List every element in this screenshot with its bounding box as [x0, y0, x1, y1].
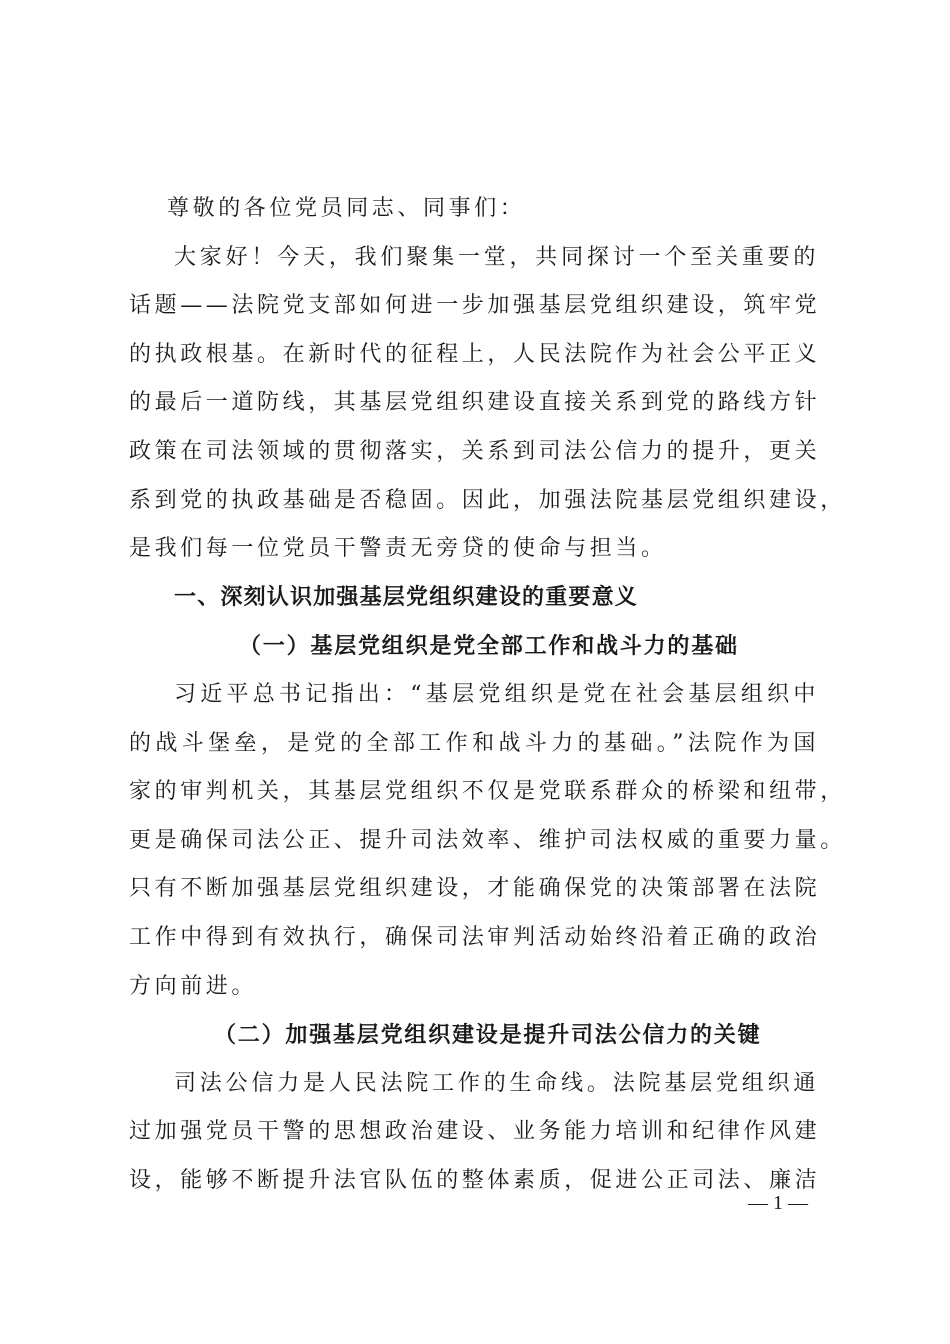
document-body: [129, 185, 846, 1205]
paragraph-line: 更是确保司法公正、提升司法效率、维护司法权威的重要力量。: [129, 827, 846, 853]
paragraph-line: 过加强党员干警的思想政治建设、业务能力培训和纪律作风建: [129, 1119, 821, 1145]
subsection-heading: （一）基层党组织是党全部工作和战斗力的基础: [239, 633, 739, 660]
paragraph-line: 政策在司法领域的贯彻落实，关系到司法公信力的提升，更关: [129, 438, 821, 464]
paragraph-line: 工作中得到有效执行，确保司法审判活动始终沿着正确的政治: [129, 924, 821, 950]
paragraph-line: 的执政根基。在新时代的征程上，人民法院作为社会公平正义: [129, 341, 821, 367]
paragraph-credibility: [129, 1060, 819, 1206]
paragraph-line: 司法公信力是人民法院工作的生命线。法院基层党组织通: [174, 1070, 819, 1096]
subsection-heading: （二）加强基层党组织建设是提升司法公信力的关键: [214, 1022, 762, 1049]
paragraph-opening: [129, 234, 846, 574]
paragraph-line: 大家好！今天，我们聚集一堂，共同探讨一个至关重要的: [174, 244, 819, 270]
paragraph-line: 家的审判机关，其基层党组织不仅是党联系群众的桥梁和纽带，: [129, 779, 846, 805]
section-heading: 一、深刻认识加强基层党组织建设的重要意义: [174, 584, 639, 610]
paragraph-foundation: [129, 671, 846, 1011]
paragraph-line: 的战斗堡垒，是党的全部工作和战斗力的基础。”法院作为国: [129, 730, 819, 756]
paragraph-line: 话题——法院党支部如何进一步加强基层党组织建设，筑牢党: [129, 293, 821, 319]
salutation: 尊敬的各位党员同志、同事们：: [167, 196, 526, 221]
paragraph-line: 只有不断加强基层党组织建设，才能确保党的决策部署在法院: [129, 876, 821, 902]
paragraph-line: 系到党的执政基础是否稳固。因此，加强法院基层党组织建设，: [129, 487, 846, 513]
page-number: — 1 —: [748, 1192, 808, 1214]
paragraph-line: 设，能够不断提升法官队伍的整体素质，促进公正司法、廉洁: [129, 1167, 821, 1193]
paragraph-line: 的最后一道防线，其基层党组织建设直接关系到党的路线方针: [129, 390, 821, 416]
paragraph-line: 习近平总书记指出：“基层党组织是党在社会基层组织中: [174, 681, 819, 707]
paragraph-line: 方向前进。: [129, 973, 258, 999]
paragraph-line: 是我们每一位党员干警责无旁贷的使命与担当。: [129, 536, 667, 562]
